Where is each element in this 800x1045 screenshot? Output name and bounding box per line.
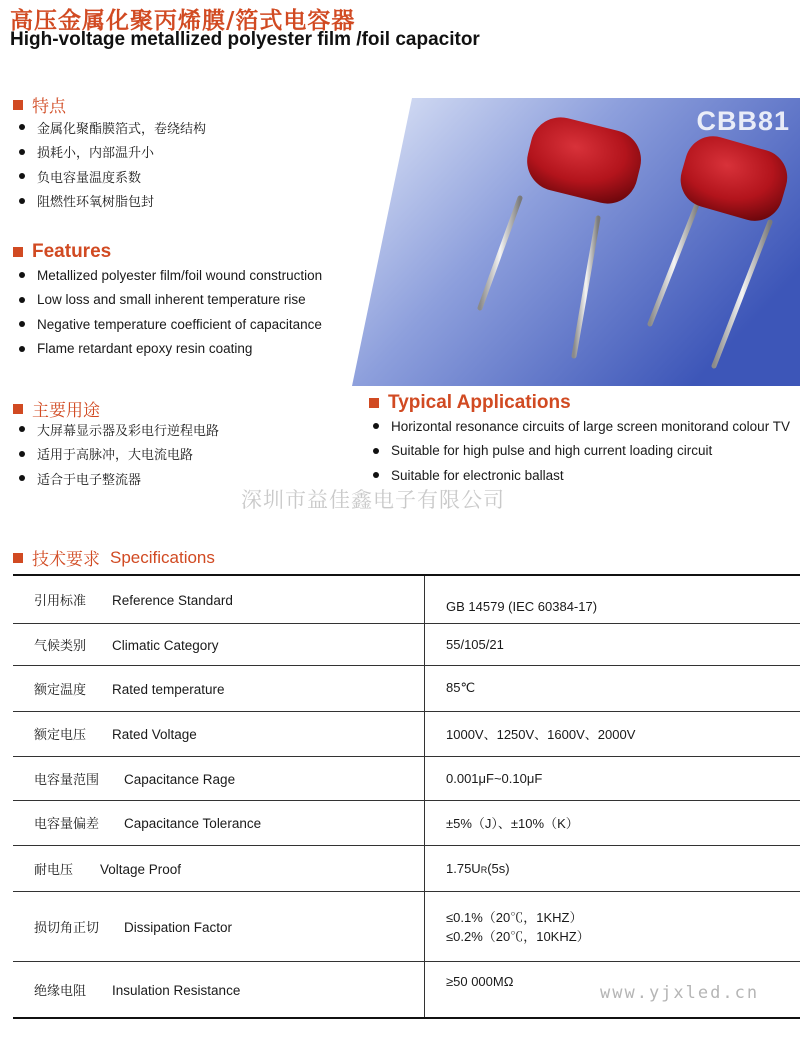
list-item-text: Metallized polyester film/foil wound construction (37, 267, 323, 283)
list-item-text: Suitable for electronic ballast (391, 467, 564, 483)
list-item (373, 414, 790, 439)
list-item (19, 417, 219, 442)
spec-value: ±5%（J）、±10%（K） (425, 800, 800, 845)
spec-label-cn: 耐电压 (34, 862, 74, 878)
spec-value: 0.001μF~0.10μF (425, 756, 800, 800)
list-item-text: 适用于高脉冲，大电流电路 (37, 448, 194, 464)
bullet-icon (19, 451, 25, 457)
table-row (13, 623, 800, 665)
bullet-icon (19, 272, 25, 278)
spec-label-cn: 额定温度 (34, 682, 87, 698)
features-en-heading (13, 241, 111, 263)
list-item (19, 115, 206, 140)
applications-en-list (373, 414, 790, 488)
bullet-icon (19, 297, 25, 303)
spec-label-cell (13, 891, 425, 961)
spec-label-cell (13, 575, 425, 623)
specs-heading-en: Specifications (110, 547, 215, 567)
square-bullet-icon (369, 398, 379, 408)
table-row (13, 665, 800, 711)
bullet-icon (19, 475, 25, 481)
spec-label-cell (13, 756, 425, 800)
spec-value: 55/105/21 (425, 623, 800, 665)
spec-label-en: Rated Voltage (112, 727, 197, 742)
bullet-icon (19, 321, 25, 327)
applications-cn-heading-text: 主要用途 (32, 401, 100, 421)
list-item (19, 140, 206, 165)
spec-label-en: Rated temperature (112, 681, 225, 697)
list-item (19, 442, 219, 467)
bullet-icon (373, 448, 379, 454)
specs-heading-cn: 技术要求 (32, 550, 100, 570)
voltage-proof-value: 1.75U (446, 860, 481, 876)
spec-label-en: Reference Standard (112, 592, 233, 608)
list-item (19, 337, 322, 362)
features-cn-list (19, 115, 206, 213)
list-item (19, 189, 206, 214)
title-chinese: 高压金属化聚丙烯膜/箔式电容器 (10, 8, 356, 34)
list-item-text: 负电容量温度系数 (37, 170, 142, 186)
spec-label-cn: 绝缘电阻 (34, 983, 87, 999)
bullet-icon (19, 149, 25, 155)
spec-label-cn: 引用标准 (34, 593, 87, 609)
bullet-icon (19, 198, 25, 204)
list-item-text: Negative temperature coefficient of capacitance (37, 316, 322, 332)
features-en-list (19, 263, 322, 361)
voltage-proof-duration: (5s) (487, 860, 510, 876)
spec-value-line: ≤0.2%（20℃，10KHZ） (446, 929, 590, 944)
list-item (19, 312, 322, 337)
list-item-text: Suitable for high pulse and high current loading circuit (391, 443, 713, 459)
spec-label-cell (13, 800, 425, 845)
list-item (19, 164, 206, 189)
applications-en-heading (369, 392, 571, 414)
table-row (13, 845, 800, 891)
list-item (19, 466, 219, 491)
features-cn-heading-text: 特点 (32, 97, 66, 117)
model-label: CBB81 (696, 106, 790, 136)
bullet-icon (373, 472, 379, 478)
spec-label-cell (13, 961, 425, 1018)
list-item (19, 288, 322, 313)
spec-label-cn: 电容量范围 (34, 772, 100, 788)
bullet-icon (19, 346, 25, 352)
capacitor-illustration (352, 98, 800, 386)
spec-label-cell (13, 623, 425, 665)
spec-label-cn: 损切角正切 (34, 920, 100, 936)
spec-value: GB 14579 (IEC 60384-17) (425, 575, 800, 623)
title-english: High-voltage metallized polyester film /foil capacitor (10, 29, 480, 50)
list-item-text: 损耗小，内部温升小 (37, 146, 155, 162)
bullet-icon (373, 423, 379, 429)
bullet-icon (19, 173, 25, 179)
list-item-text: Flame retardant epoxy resin coating (37, 341, 253, 357)
bullet-icon (19, 124, 25, 130)
square-bullet-icon (13, 553, 23, 563)
table-row (13, 711, 800, 756)
spec-label-cn: 额定电压 (34, 728, 87, 743)
spec-value: ≥50 000MΩ (425, 961, 800, 1018)
spec-label-cn: 电容量偏差 (34, 817, 100, 832)
list-item (373, 439, 790, 464)
list-item-text: 金属化聚酯膜箔式，卷绕结构 (37, 121, 207, 137)
list-item-text: 适合于电子整流器 (37, 472, 142, 488)
specs-heading (13, 545, 215, 570)
spec-label-cell (13, 665, 425, 711)
company-watermark: 深圳市益佳鑫电子有限公司 (241, 488, 505, 512)
list-item-text: 大屏幕显示器及彩电行逆程电路 (37, 423, 220, 439)
spec-label-cell (13, 845, 425, 891)
spec-value: 85℃ (425, 665, 800, 711)
spec-value (425, 845, 800, 891)
spec-label-cell (13, 711, 425, 756)
list-item-text: 阻燃性环氧树脂包封 (37, 195, 155, 211)
spec-label-en: Capacitance Rage (124, 771, 236, 787)
spec-label-en: Dissipation Factor (124, 919, 233, 935)
applications-en-heading-text: Typical Applications (388, 392, 571, 413)
table-row (13, 575, 800, 623)
spec-label-en: Voltage Proof (100, 861, 182, 877)
voltage-proof-subscript: R (480, 864, 488, 875)
spec-value-line: ≤0.1%（20℃，1KHZ） (446, 910, 583, 925)
list-item-text: Low loss and small inherent temperature rise (37, 292, 306, 308)
applications-cn-list (19, 417, 219, 491)
spec-label-en: Capacitance Tolerance (124, 816, 262, 831)
bullet-icon (19, 426, 25, 432)
features-en-heading-text: Features (32, 241, 112, 262)
square-bullet-icon (13, 404, 23, 414)
spec-label-en: Insulation Resistance (112, 982, 241, 998)
spec-value (425, 891, 800, 961)
table-row (13, 800, 800, 845)
product-photo (352, 98, 800, 386)
features-cn-heading (13, 92, 66, 117)
square-bullet-icon (13, 247, 23, 257)
list-item (19, 263, 322, 288)
table-row (13, 756, 800, 800)
list-item-text: Horizontal resonance circuits of large screen monitorand colour TV (391, 418, 790, 434)
square-bullet-icon (13, 100, 23, 110)
spec-value: 1000V、1250V、1600V、2000V (425, 711, 800, 756)
specifications-table (13, 574, 800, 1019)
url-watermark: www.yjxled.cn (600, 983, 760, 1003)
spec-label-cn: 气候类别 (34, 638, 87, 654)
spec-label-en: Climatic Category (112, 637, 219, 653)
table-row (13, 891, 800, 961)
